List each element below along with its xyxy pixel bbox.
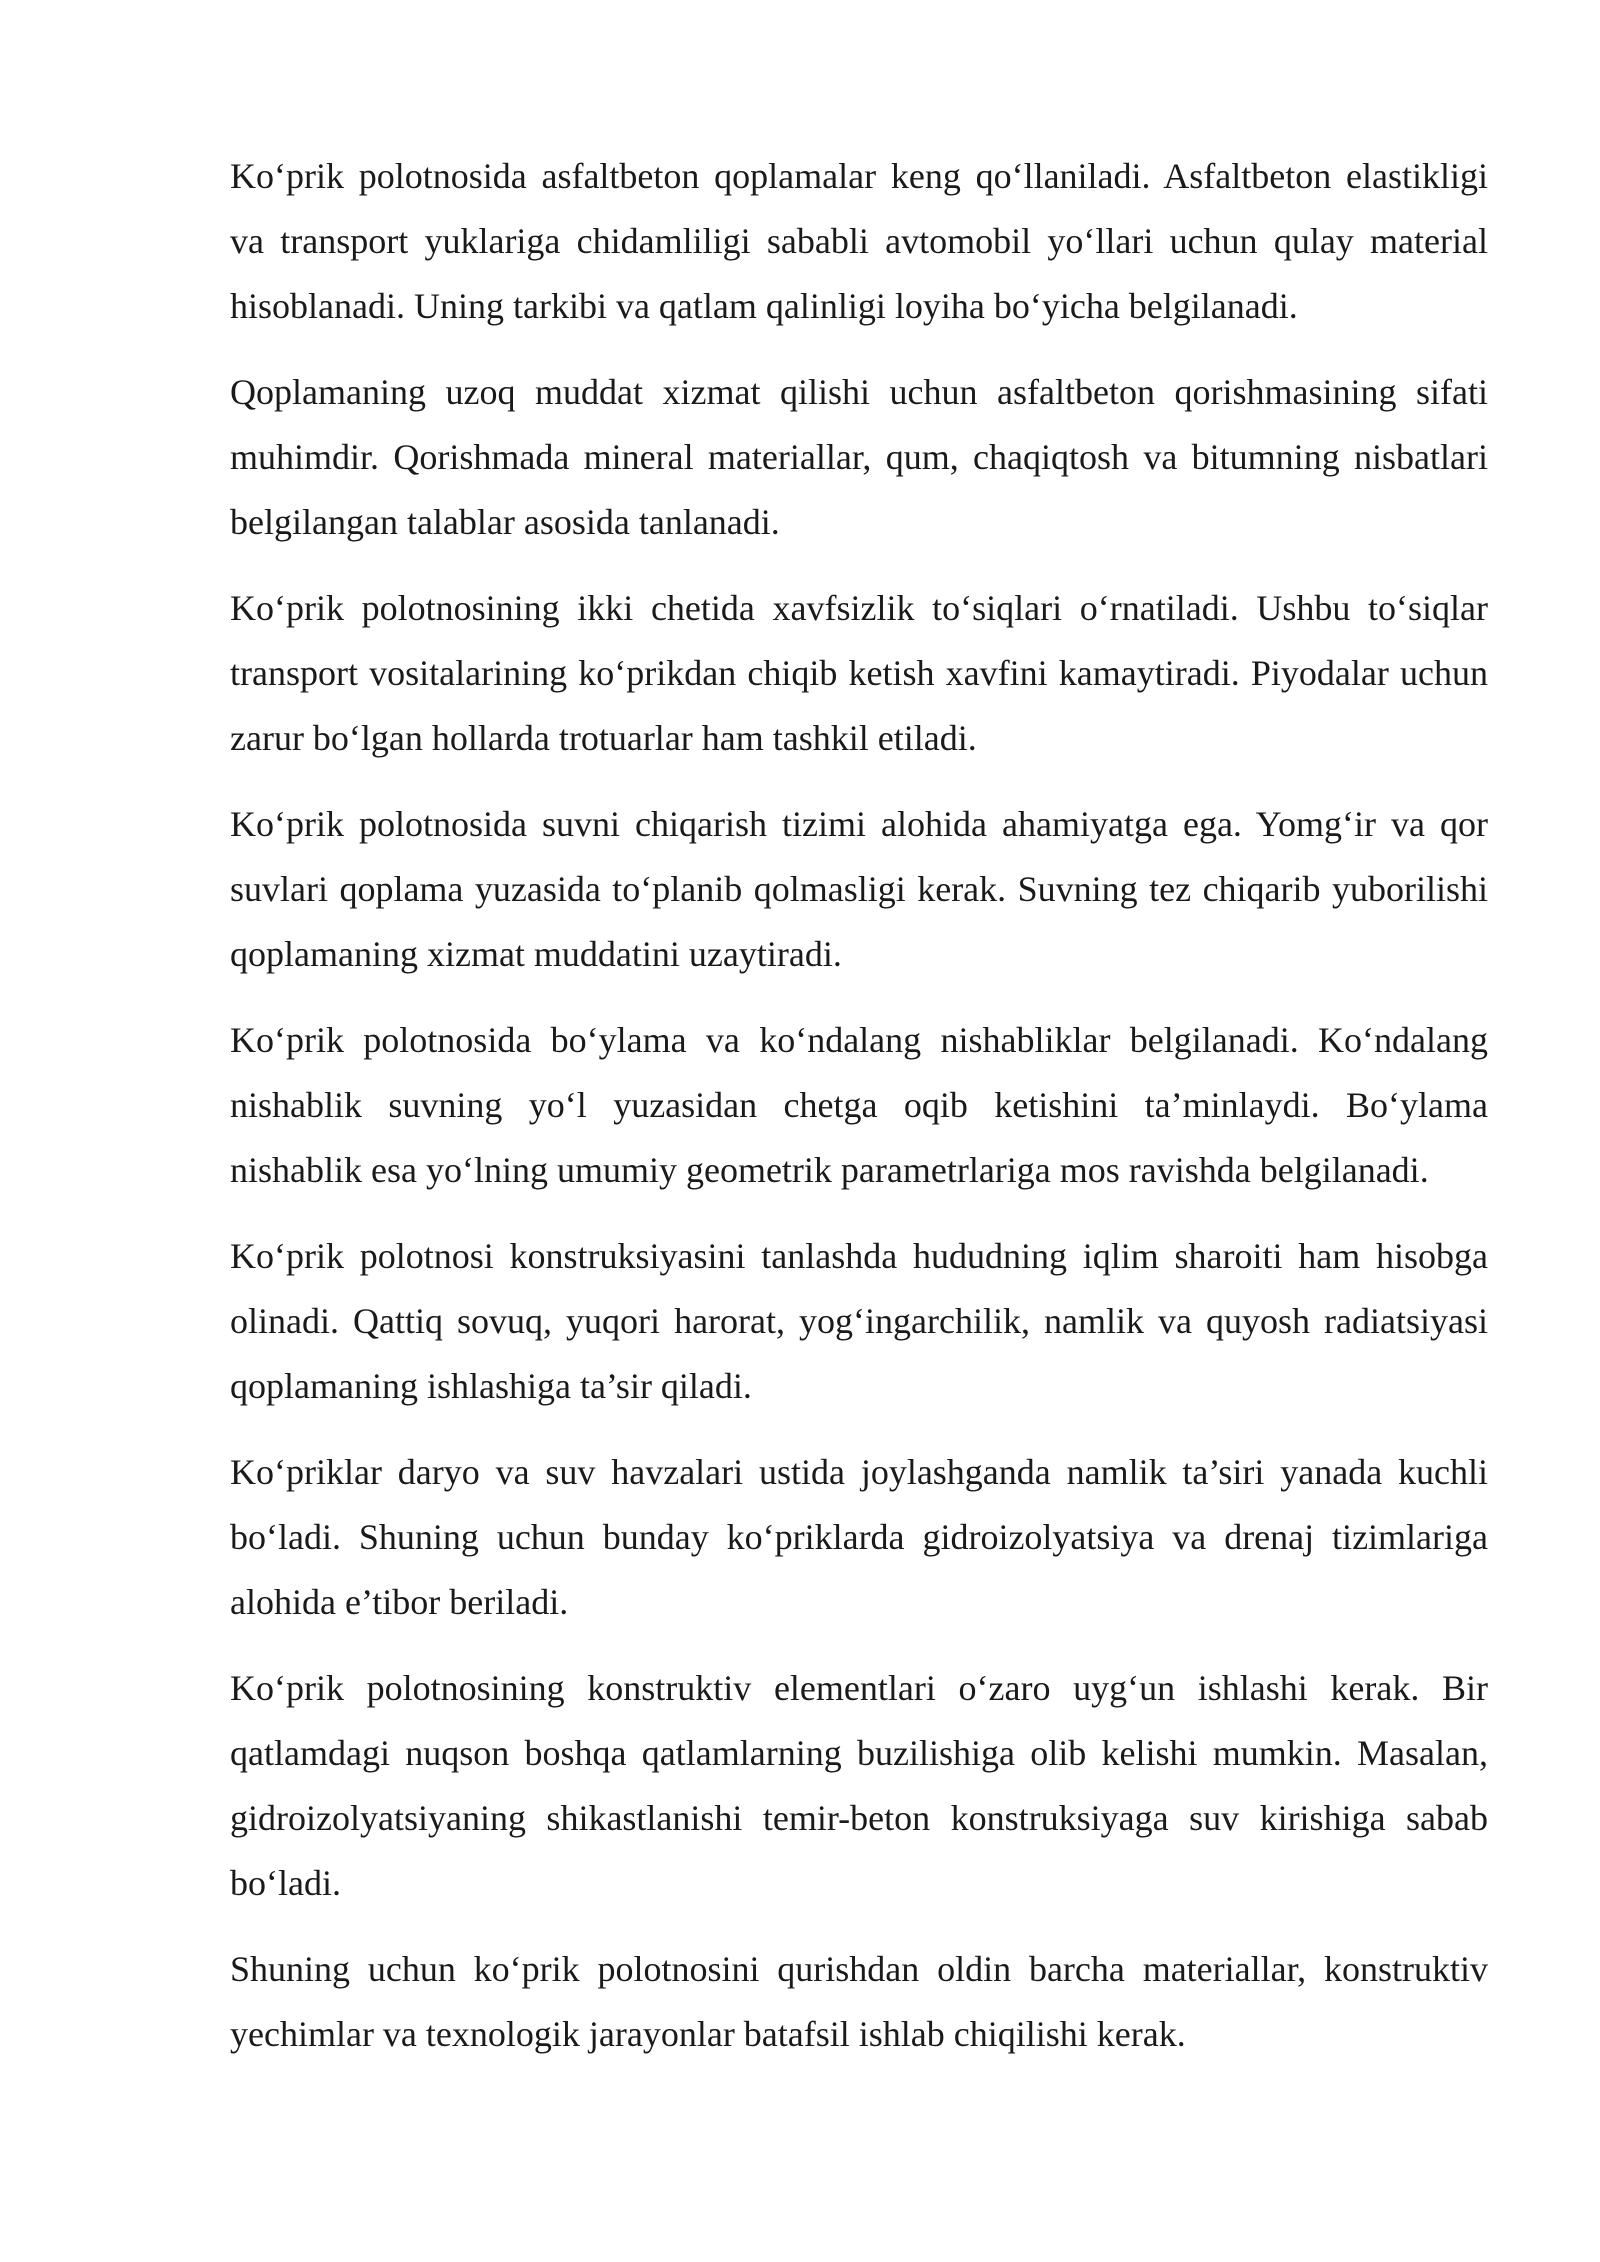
paragraph: Ko‘prik polotnosi konstruksiyasini tanlashda hududning iqlim sharoiti ham hisobga olinadi. Qattiq sovuq, yuqori harorat, yog‘ingarchilik, namlik va quyosh radiatsiyasi qoplamaning ishlashiga ta’sir qiladi. [230, 1236, 1488, 1406]
paragraph: Ko‘prik polotnosida bo‘ylama va ko‘ndalang nishabliklar belgilanadi. Ko‘ndalang nishablik suvning yo‘l yuzasidan chetga oqib ketishini ta’minlaydi. Bo‘ylama nishablik esa yo‘lning umumiy geometrik parametrlariga mos ravishda belgilanadi. [230, 1020, 1488, 1190]
paragraph: Ko‘prik polotnosining ikki chetida xavfsizlik to‘siqlari o‘rnatiladi. Ushbu to‘siqlar transport vositalarining ko‘prikdan chiqib ketish xavfini kamaytiradi. Piyodalar uchun zarur bo‘lgan hollarda trotuarlar ham tashkil etiladi. [230, 588, 1488, 758]
paragraph: Ko‘prik polotnosida asfaltbeton qoplamalar keng qo‘llaniladi. Asfaltbeton elastikligi va transport yuklariga chidamliligi sababli avtomobil yo‘llari uchun qulay material hisoblanadi. Uning tarkibi va qatlam qalinligi loyiha bo‘yicha belgilanadi. [230, 156, 1488, 326]
paragraph: Ko‘priklar daryo va suv havzalari ustida joylashganda namlik ta’siri yanada kuchli bo‘ladi. Shuning uchun bunday ko‘priklarda gidroizolyatsiya va drenaj tizimlariga alohida e’tibor beriladi. [230, 1452, 1488, 1622]
paragraph: Shuning uchun ko‘prik polotnosini qurishdan oldin barcha materiallar, konstruktiv yechimlar va texnologik jarayonlar batafsil ishlab chiqilishi kerak. [230, 1949, 1488, 2054]
paragraph: Ko‘prik polotnosida suvni chiqarish tizimi alohida ahamiyatga ega. Yomg‘ir va qor suvlari qoplama yuzasida to‘planib qolmasligi kerak. Suvning tez chiqarib yuborilishi qoplamaning xizmat muddatini uzaytiradi. [230, 804, 1488, 974]
paragraph: Qoplamaning uzoq muddat xizmat qilishi uchun asfaltbeton qorishmasining sifati muhimdir. Qorishmada mineral materiallar, qum, chaqiqtosh va bitumning nisbatlari belgilangan talablar asosida tanlanadi. [230, 372, 1488, 542]
paragraph: Ko‘prik polotnosining konstruktiv elementlari o‘zaro uyg‘un ishlashi kerak. Bir qatlamdagi nuqson boshqa qatlamlarning buzilishiga olib kelishi mumkin. Masalan, gidroizolyatsiyaning shikastlanishi temir-beton konstruksiyaga suv kirishiga sabab bo‘ladi. [230, 1668, 1488, 1903]
document-body [230, 144, 1488, 2088]
